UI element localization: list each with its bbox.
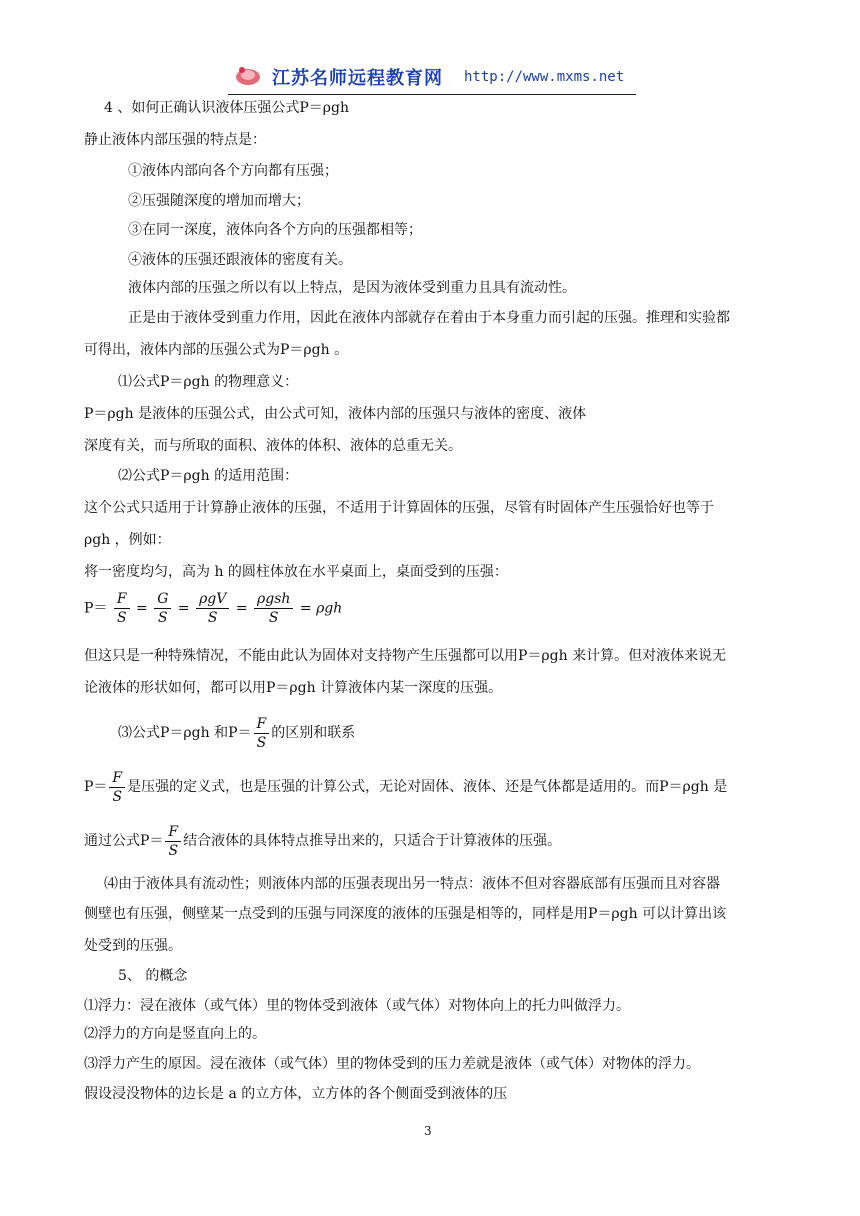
- paragraph: ⑶浮力产生的原因。浸在液体（或气体）里的物体受到的压力差就是液体（或气体）对物体的浮力。: [84, 1056, 700, 1072]
- numerator: F: [168, 823, 179, 840]
- denominator: S: [196, 608, 229, 627]
- paragraph: 论液体的形状如何，都可以用P＝ρgh 计算液体内某一深度的压强。: [84, 680, 503, 696]
- denominator: S: [154, 608, 171, 627]
- heading-4: 4 、如何正确认识液体压强公式P＝ρgh: [104, 100, 349, 116]
- paragraph: 侧壁也有压强，侧壁某一点受到的压强与同深度的液体的压强是相等的，同样是用P＝ρgh 可以计算出该: [84, 906, 727, 922]
- page-number: 3: [424, 1124, 432, 1138]
- site-url: http://www.mxms.net: [464, 69, 625, 85]
- paragraph: ⑵浮力的方向是竖直向上的。: [84, 1026, 266, 1042]
- paragraph: 深度有关，而与所取的面积、液体的体积、液体的总重无关。: [84, 438, 462, 454]
- fraction: [254, 715, 270, 752]
- sub-heading-text: ⑶公式P＝ρgh 和P＝: [118, 725, 252, 741]
- paragraph: 将一密度均匀，高为 h 的圆柱体放在水平桌面上，桌面受到的压强：: [84, 564, 508, 580]
- sub-heading: ⑵公式P＝ρgh 的适用范围：: [118, 468, 299, 484]
- paragraph-text: 通过公式P＝: [84, 833, 164, 849]
- fraction: [109, 769, 125, 806]
- denominator: S: [254, 608, 293, 627]
- numerator: ρgsh: [257, 591, 291, 607]
- site-name: 江苏名师远程教育网: [272, 68, 443, 89]
- paragraph: 但这只是一种特殊情况，不能由此认为固体对支持物产生压强都可以用P＝ρgh 来计算。但对液体来说无: [84, 648, 727, 664]
- list-item: ④液体的压强还跟液体的密度有关。: [128, 252, 352, 268]
- denominator: S: [165, 841, 181, 860]
- numerator: G: [157, 591, 169, 607]
- paragraph: 可得出，液体内部的压强公式为P＝ρgh 。: [84, 342, 349, 358]
- paragraph: 正是由于液体受到重力作用，因此在液体内部就存在着由于本身重力而引起的压强。推理和实验都: [128, 310, 730, 326]
- equals-sign: =: [235, 600, 248, 617]
- denominator: S: [114, 608, 130, 627]
- fraction: [154, 590, 171, 627]
- sub-heading-text: 的区别和联系: [271, 725, 356, 741]
- list-item: ②压强随深度的增加而增大；: [128, 193, 310, 209]
- equals-sign: =: [136, 600, 148, 617]
- paragraph: ⑴浮力：浸在液体（或气体）里的物体受到液体（或气体）对物体向上的托力叫做浮力。: [84, 998, 630, 1014]
- paragraph: 这个公式只适用于计算静止液体的压强，不适用于计算固体的压强，尽管有时固体产生压强恰好也等于: [84, 500, 714, 516]
- paragraph: 液体内部的压强之所以有以上特点，是因为液体受到重力且具有流动性。: [128, 280, 576, 296]
- paragraph-text: P＝: [84, 779, 108, 795]
- paragraph: [84, 822, 561, 860]
- page-header: [228, 58, 636, 95]
- fraction: [196, 590, 229, 627]
- fraction: [114, 590, 130, 627]
- paragraph-text: 结合液体的具体特点推导出来的，只适合于计算液体的压强。: [183, 833, 562, 849]
- numerator: ρgV: [199, 591, 227, 607]
- equation-result: ρgh: [316, 600, 343, 617]
- equals-sign: =: [177, 600, 190, 617]
- sub-heading-3: [118, 714, 355, 752]
- equals-sign: =: [299, 600, 312, 617]
- equation-lhs: P＝: [84, 600, 108, 617]
- denominator: S: [109, 787, 125, 806]
- numerator: F: [112, 769, 123, 786]
- numerator: F: [256, 715, 267, 732]
- paragraph: 静止液体内部压强的特点是：: [84, 132, 266, 148]
- fraction: [165, 823, 181, 860]
- paragraph: 假设浸没物体的边长是 a 的立方体，立方体的各个侧面受到液体的压: [84, 1086, 508, 1102]
- list-item: ①液体内部向各个方向都有压强；: [128, 163, 338, 179]
- pressure-derivation-equation: [84, 590, 342, 627]
- paragraph-text: 是压强的定义式，也是压强的计算公式，无论对固体、液体、还是气体都是适用的。而P＝ρgh 是: [127, 779, 728, 795]
- paragraph: ⑷由于液体具有流动性；则液体内部的压强表现出另一特点：液体不但对容器底部有压强而且对容器: [104, 876, 720, 892]
- paragraph: ρgh ，例如：: [84, 532, 171, 548]
- numerator: F: [116, 591, 127, 607]
- heading-5: 5、 的概念: [118, 968, 188, 984]
- fraction: [254, 590, 293, 627]
- list-item: ③在同一深度，液体向各个方向的压强都相等；: [128, 222, 422, 238]
- paragraph: [84, 768, 727, 806]
- denominator: S: [254, 733, 270, 752]
- paragraph: P＝ρgh 是液体的压强公式，由公式可知，液体内部的压强只与液体的密度、液体: [84, 406, 587, 422]
- sub-heading: ⑴公式P＝ρgh 的物理意义：: [118, 374, 299, 390]
- logo-icon: [234, 62, 262, 88]
- paragraph: 处受到的压强。: [84, 938, 182, 954]
